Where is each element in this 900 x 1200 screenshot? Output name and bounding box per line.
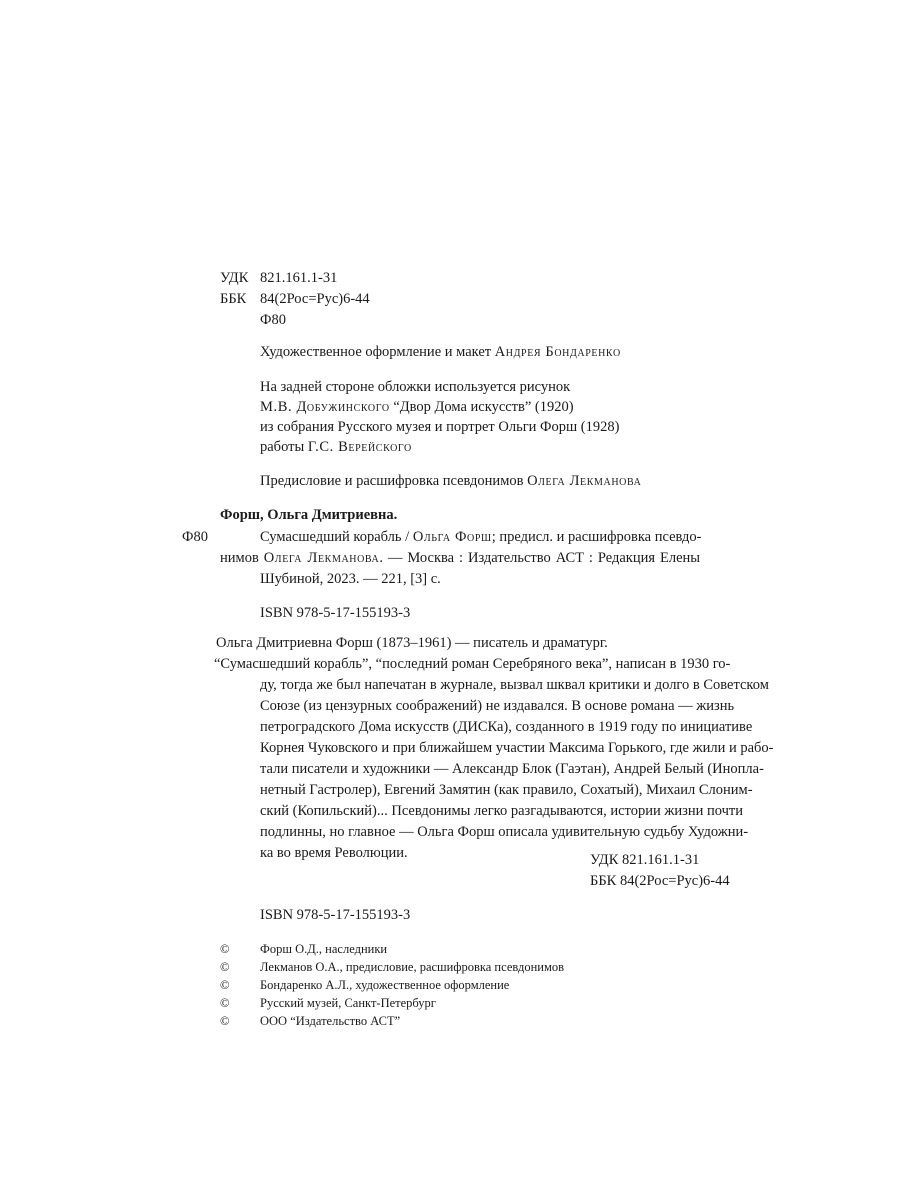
preface-credit-name: Олега Лекманова xyxy=(527,473,642,489)
copyright-icon: © xyxy=(220,996,230,1010)
annotation-line: “Сумасшедший корабль”, “последний роман Серебряного века”, написан в 1930 го- xyxy=(214,656,731,672)
portrait-credit-prefix: работы xyxy=(260,439,305,455)
copyright-item: ООО “Издательство АСТ” xyxy=(260,1014,401,1028)
design-credit-name: Андрея Бондаренко xyxy=(494,344,621,360)
portrait-artist-name: Г.С. Верейского xyxy=(307,439,412,455)
annotation-line: ский (Копильский)... Псевдонимы легко разгадываются, истории жизни почти xyxy=(260,803,744,819)
bbk-right: ББК 84(2Рос=Рус)6-44 xyxy=(590,873,730,889)
design-credit-prefix: Художественное оформление и макет xyxy=(260,344,492,360)
entry-heading: Форш, Ольга Дмитриевна. xyxy=(220,507,398,523)
bbk-label: ББК xyxy=(220,291,247,307)
cover-credit-line-3: из собрания Русского музея и портрет Ольги Форш (1928) xyxy=(260,419,620,435)
entry-line-2-rest: . — Москва : Издательство АСТ : Редакция Елены xyxy=(379,550,701,566)
entry-line-1 xyxy=(260,527,700,548)
copyright-item: Бондаренко А.Л., художественное оформление xyxy=(260,978,510,992)
annotation-line: нетный Гастролер), Евгений Замятин (как правило, Сохатый), Михаил Слоним- xyxy=(260,782,753,798)
entry-line-3: Шубиной, 2023. — 221, [3] с. xyxy=(260,571,441,587)
copyright-item: Лекманов О.А., предисловие, расшифровка псевдонимов xyxy=(260,960,565,974)
annotation-line: ка во время Революции. xyxy=(260,845,408,861)
author-sign: Ф80 xyxy=(260,312,286,328)
isbn-bottom: ISBN 978-5-17-155193-3 xyxy=(260,907,411,923)
copyright-icon: © xyxy=(220,942,230,956)
copyright-icon: © xyxy=(220,978,230,992)
annotation-line: Ольга Дмитриевна Форш (1873–1961) — писатель и драматург. xyxy=(216,635,608,651)
annotation-line: Корнея Чуковского и при ближайшем участии Максима Горького, где жили и рабо- xyxy=(260,740,774,756)
annotation-line: петроградского Дома искусств (ДИСКа), созданного в 1919 году по инициативе xyxy=(260,719,753,735)
copyright-icon: © xyxy=(220,1014,230,1028)
preface-credit-prefix: Предисловие и расшифровка псевдонимов xyxy=(260,473,524,489)
cover-credit-line-1: На задней стороне обложки используется рисунок xyxy=(260,379,571,395)
annotation-line: Союзе (из цензурных соображений) не издавался. В основе романа — жизнь xyxy=(260,698,735,714)
copyright-icon: © xyxy=(220,960,230,974)
cover-artist-name: М.В. Добужинского xyxy=(260,399,390,415)
udk-value: 821.161.1-31 xyxy=(260,270,338,286)
cover-credit-line-4 xyxy=(260,437,412,458)
entry-author: Ольга Форш xyxy=(412,529,492,545)
udk-label: УДК xyxy=(220,270,249,286)
bbk-value: 84(2Рос=Рус)6-44 xyxy=(260,291,370,307)
copyright-item: Русский музей, Санкт-Петербург xyxy=(260,996,436,1010)
entry-line-2-start: нимов xyxy=(220,550,259,566)
copyright-item: Форш О.Д., наследники xyxy=(260,942,388,956)
entry-line-2 xyxy=(220,548,700,569)
udk-right: УДК 821.161.1-31 xyxy=(590,852,700,868)
entry-line-1-rest: ; предисл. и расшифровка псевдо- xyxy=(491,529,702,545)
entry-isbn: ISBN 978-5-17-155193-3 xyxy=(260,605,411,621)
cover-credit-line-2 xyxy=(260,397,574,418)
entry-shelf-mark: Ф80 xyxy=(182,529,208,545)
design-credit xyxy=(260,342,621,363)
annotation-line: ду, тогда же был напечатан в журнале, вызвал шквал критики и долго в Советском xyxy=(260,677,769,693)
annotation-line: тали писатели и художники — Александр Блок (Гаэтан), Андрей Белый (Инопла- xyxy=(260,761,764,777)
annotation-line: подлинны, но главное — Ольга Форш описала удивительную судьбу Художни- xyxy=(260,824,749,840)
preface-credit xyxy=(260,471,641,492)
entry-title: Сумасшедший корабль / xyxy=(260,529,410,545)
entry-preface-author: Олега Лекманова xyxy=(263,550,380,566)
cover-artwork-title: “Двор Дома искусств” (1920) xyxy=(393,399,574,415)
